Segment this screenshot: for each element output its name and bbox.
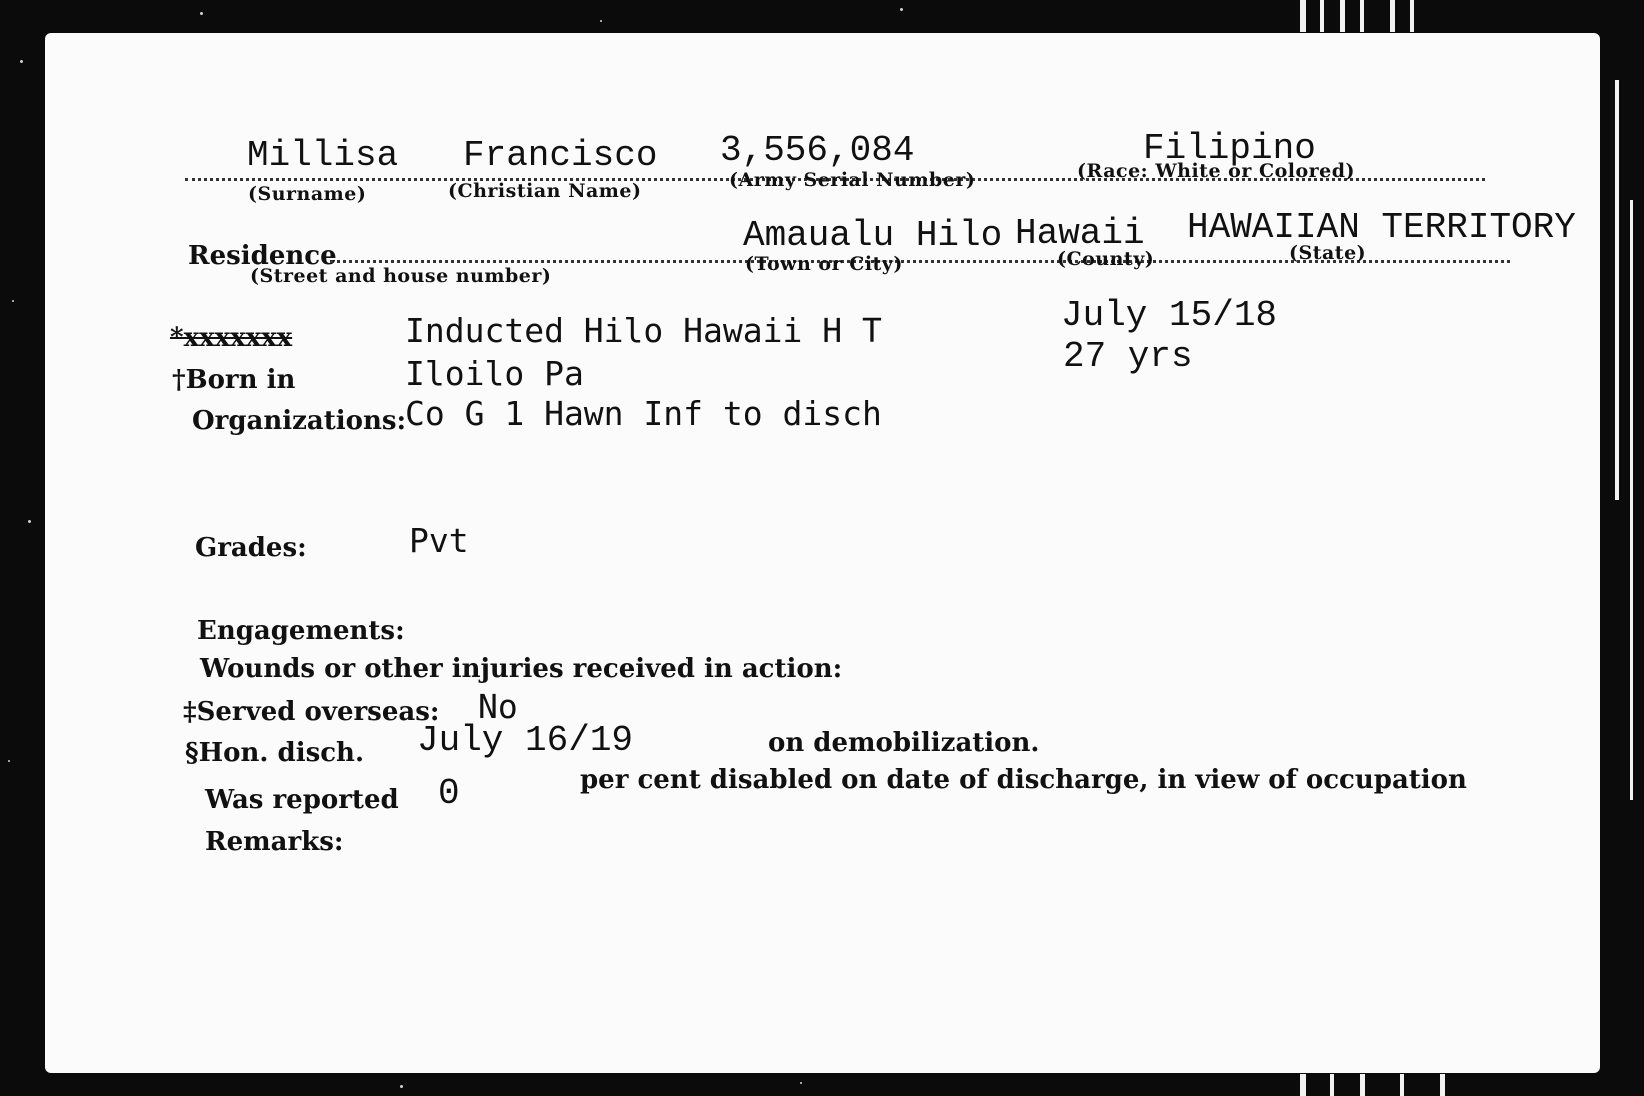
christian-name-value: Francisco (463, 135, 658, 176)
town-caption: (Town or City) (745, 253, 903, 275)
age-value: 27 yrs (1063, 336, 1193, 377)
residence-town: Amaualu Hilo (743, 215, 1003, 256)
served-overseas-value: No (478, 687, 518, 726)
organizations-label: Organizations: (192, 406, 407, 436)
race-value: Filipino (1143, 128, 1316, 169)
street-caption: (Street and house number) (250, 265, 552, 287)
residence-label: Residence (188, 241, 337, 271)
enlisted-value: Inducted Hilo Hawaii H T (405, 311, 882, 350)
army-serial-caption: (Army Serial Number) (729, 169, 976, 191)
grades-label: Grades: (195, 533, 307, 563)
enlisted-date: July 15/18 (1061, 295, 1278, 336)
reported-value: 0 (438, 773, 460, 814)
grades-value: Pvt (409, 521, 469, 560)
organizations-value: Co G 1 Hawn Inf to disch (405, 394, 882, 433)
county-caption: (County) (1057, 248, 1155, 270)
surname-caption: (Surname) (248, 183, 367, 205)
hon-disch-suffix: on demobilization. (768, 728, 1040, 758)
hon-disch-date: July 16/19 (417, 720, 634, 761)
surname-value: Millisa (247, 135, 399, 176)
wounds-label: Wounds or other injuries received in action: (200, 654, 843, 684)
race-caption: (Race: White or Colored) (1077, 160, 1356, 182)
hon-disch-label: §Hon. disch. (185, 738, 364, 768)
reported-suffix: per cent disabled on date of discharge, in view of occupation (580, 765, 1467, 795)
reported-label: Was reported (205, 785, 399, 815)
army-serial-value: 3,556,084 (720, 130, 915, 171)
residence-county: Hawaii (1015, 213, 1145, 254)
engagements-label: Engagements: (197, 616, 405, 646)
born-label: †Born in (172, 365, 296, 395)
born-value: Iloilo Pa (405, 354, 584, 393)
enlisted-label: *xxxxxxx (170, 323, 293, 353)
state-caption: (State) (1289, 242, 1367, 264)
served-overseas-label: ‡Served overseas: (183, 697, 440, 727)
remarks-label: Remarks: (205, 827, 344, 857)
service-record-card (45, 33, 1600, 1073)
residence-state: HAWAIIAN TERRITORY (1187, 207, 1576, 248)
christian-name-caption: (Christian Name) (448, 180, 642, 202)
